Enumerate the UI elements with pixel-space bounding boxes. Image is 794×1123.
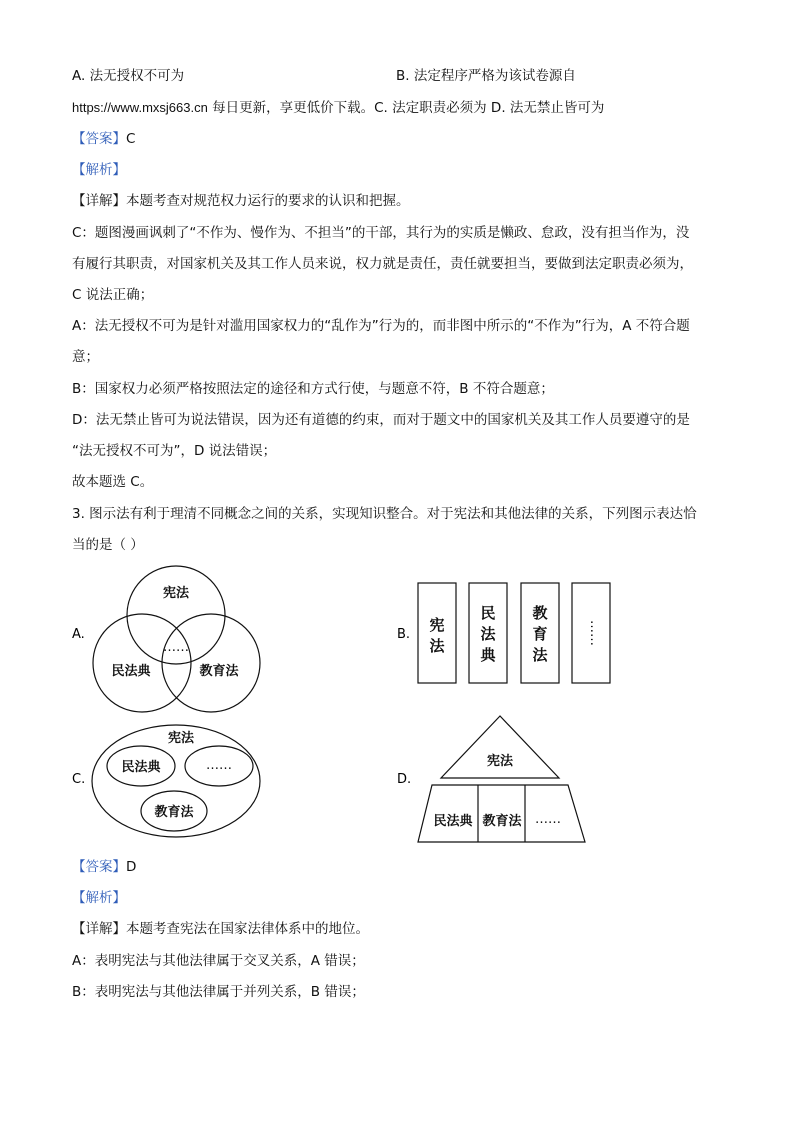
box3-char-3: 法	[532, 646, 548, 664]
box3-char-2: 育	[532, 625, 548, 643]
explain-a-2: 意；	[72, 349, 99, 365]
label-b[interactable]: B.	[397, 627, 411, 642]
q3-explain-b: B：表明宪法与其他法律属于并列关系，B 错误；	[72, 984, 365, 1000]
pyramid-label-2: 教育法	[482, 814, 522, 829]
explain-c-2: 有履行其职责，对国家机关及其工作人员来说，权力就是责任，责任就要担当，要做到法定职责必须为，	[72, 256, 693, 272]
box2-char-1: 民	[480, 604, 496, 622]
analysis-tag: 【解析】	[72, 162, 126, 178]
q3-stem-2: 当的是（ ）	[72, 537, 144, 553]
label-c[interactable]: C.	[72, 772, 86, 787]
pyramid-label-3: ……	[535, 812, 561, 827]
q3-explain-a: A：表明宪法与其他法律属于交叉关系，A 错误；	[72, 953, 365, 969]
venn-circle-right	[162, 614, 260, 712]
explain-c-3: C 说法正确；	[72, 287, 154, 303]
figure-b-boxes	[418, 583, 610, 683]
q3-detail-line: 【详解】本题考查宪法在国家法律体系中的地位。	[72, 921, 369, 937]
q3-answer-line	[72, 857, 136, 877]
q3-stem-1: 3. 图示法有利于理清不同概念之间的关系，实现知识整合。对于宪法和其他法律的关系，下列图示表达恰	[72, 506, 697, 522]
label-d[interactable]: D.	[397, 772, 412, 787]
option-a-prev: A. 法无授权不可为	[72, 68, 185, 84]
venn-label-center: ……	[163, 640, 189, 655]
explain-d-1: D：法无禁止皆可为说法错误，因为还有道德的约束，而对于题文中的国家机关及其工作人员要遵守的是	[72, 412, 690, 428]
q3-analysis-tag: 【解析】	[72, 890, 126, 906]
options-cd-text: 每日更新，享更低价下载。C. 法定职责必须为 D. 法无禁止皆可为	[207, 100, 605, 116]
conclusion: 故本题选 C。	[72, 474, 154, 490]
pyramid-label-top: 宪法	[486, 754, 514, 769]
pyramid-label-1: 民法典	[433, 814, 473, 829]
nested-label-outer: 宪法	[167, 731, 195, 746]
nested-label-right: ……	[206, 758, 232, 773]
box1-char-1: 宪	[429, 616, 445, 634]
box4-ellipsis: ……	[587, 620, 602, 646]
nested-label-left: 民法典	[121, 760, 161, 775]
answer-tag: 【答案】	[72, 131, 126, 147]
venn-label-right: 教育法	[199, 664, 239, 679]
answer-value: C	[126, 131, 136, 147]
box2-char-3: 典	[480, 646, 496, 664]
box3-char-1: 教	[532, 604, 548, 622]
box2-char-2: 法	[480, 625, 496, 643]
venn-label-top: 宪法	[162, 586, 190, 601]
box1-char-2: 法	[429, 637, 445, 655]
explain-b-1: B：国家权力必须严格按照法定的途径和方式行使，与题意不符，B 不符合题意；	[72, 381, 554, 397]
option-b-prev: B. 法定程序严格为该试卷源自	[396, 68, 576, 84]
source-url[interactable]: https://www.mxsj663.cn	[72, 100, 208, 115]
nested-label-bottom: 教育法	[154, 805, 194, 820]
detail-line: 【详解】本题考查对规范权力运行的要求的认识和把握。	[72, 193, 410, 209]
q3-answer-value: D	[126, 859, 137, 875]
explain-a-1: A：法无授权不可为是针对滥用国家权力的“乱作为”行为的，而非图中所示的“不作为”行为，A 不符合题	[72, 318, 690, 334]
q3-answer-tag: 【答案】	[72, 859, 126, 875]
venn-label-left: 民法典	[111, 664, 151, 679]
explain-d-2: “法无授权不可为”，D 说法错误；	[72, 443, 277, 459]
label-a[interactable]: A.	[72, 627, 85, 642]
explain-c-1: C：题图漫画讽刺了“不作为、慢作为、不担当”的干部，其行为的实质是懒政、怠政，没有担当作为，没	[72, 225, 690, 241]
